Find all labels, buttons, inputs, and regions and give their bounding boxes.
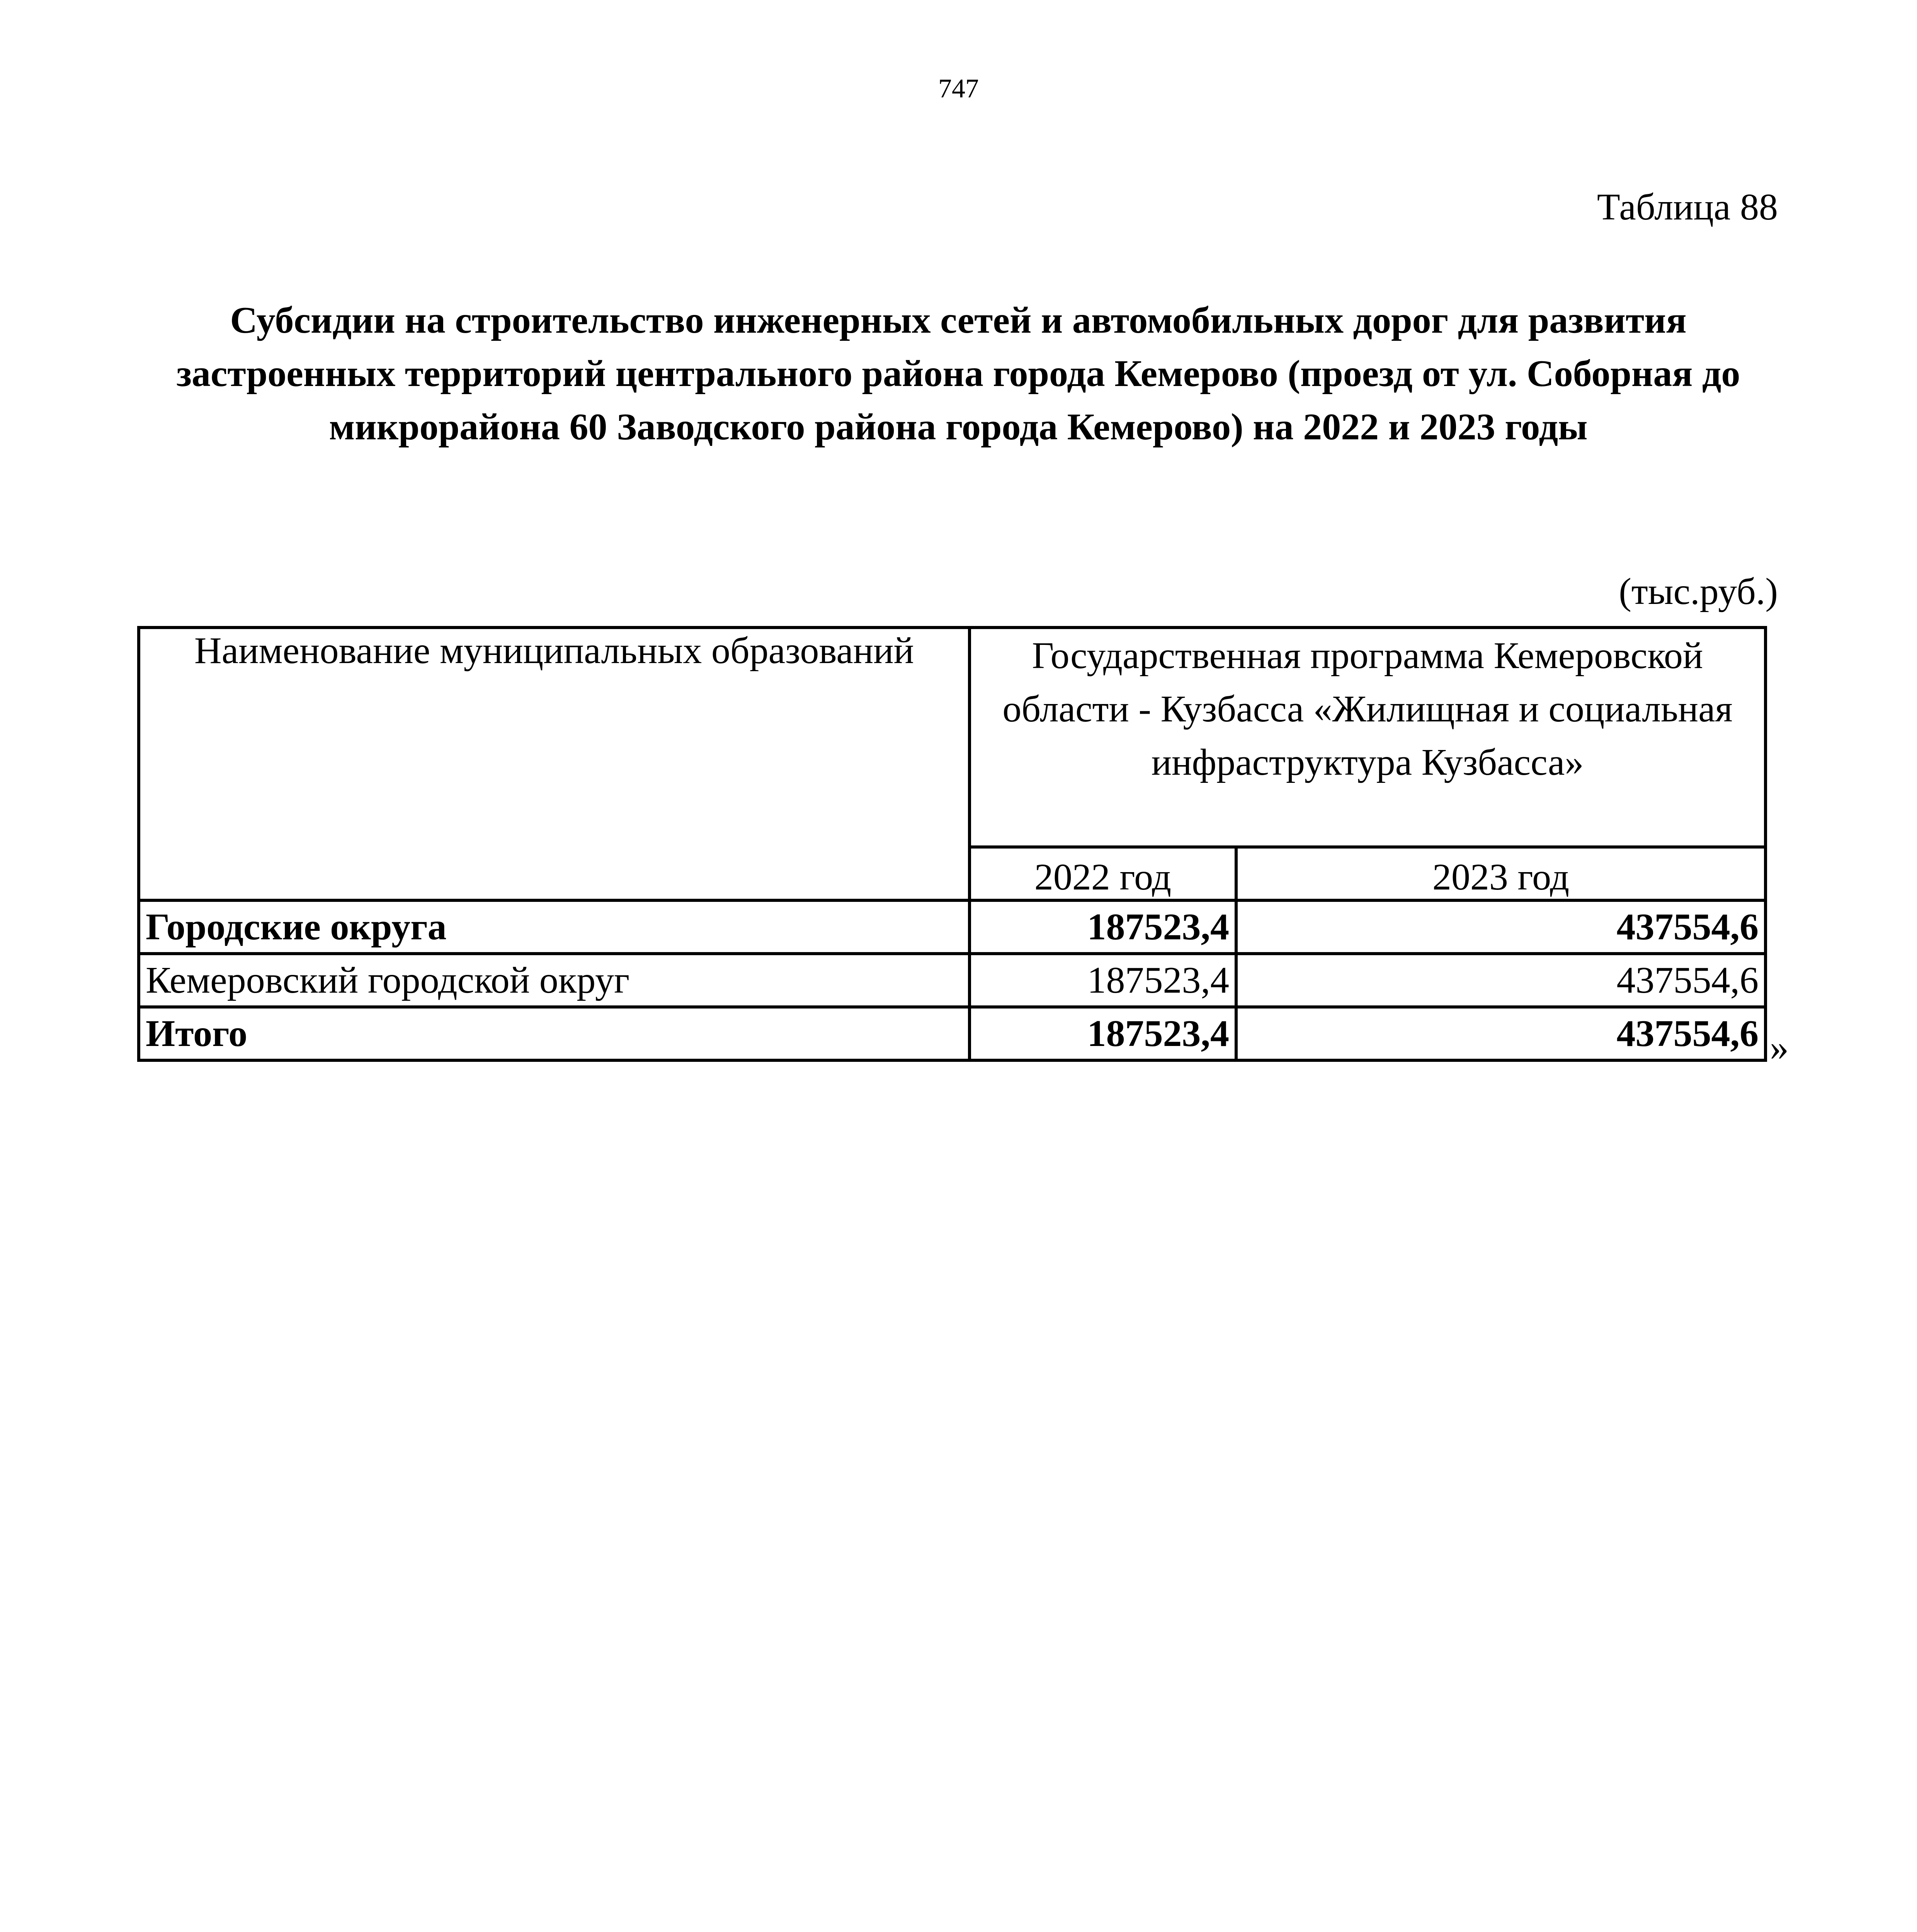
row-value-2023: 437554,6 (1236, 900, 1766, 954)
row-value-2023: 437554,6 (1236, 1007, 1766, 1060)
row-name: Городские округа (139, 900, 970, 954)
header-year-2023: 2023 год (1236, 847, 1766, 900)
row-value-2022: 187523,4 (970, 954, 1236, 1007)
row-name: Итого (139, 1007, 970, 1060)
table-row (139, 900, 1766, 954)
page-number: 747 (938, 74, 979, 104)
row-value-2023: 437554,6 (1236, 954, 1766, 1007)
table-header-row (139, 628, 1766, 847)
row-value-2022: 187523,4 (970, 1007, 1236, 1060)
row-name: Кемеровский городской округ (139, 954, 970, 1007)
table-row (139, 954, 1766, 1007)
table-row-total (139, 1007, 1766, 1060)
header-municipality: Наименование муниципальных образований (139, 628, 970, 900)
closing-quote: » (1770, 1027, 1789, 1068)
unit-label: (тыс.руб.) (1619, 571, 1778, 612)
subsidy-table (137, 626, 1767, 1062)
table-label: Таблица 88 (1597, 186, 1778, 228)
header-program: Государственная программа Кемеровской области - Кузбасса «Жилищная и социальная инфраструктура Кузбасса» (970, 628, 1766, 847)
document-title: Субсидии на строительство инженерных сетей и автомобильных дорог для развития застроенных территорий центрального района города Кемерово (проезд от ул. Соборная до микрорайона 60 Заводского района города Кемерово) на 2022 и 2023 годы (176, 299, 1740, 448)
header-year-2022: 2022 год (970, 847, 1236, 900)
row-value-2022: 187523,4 (970, 900, 1236, 954)
